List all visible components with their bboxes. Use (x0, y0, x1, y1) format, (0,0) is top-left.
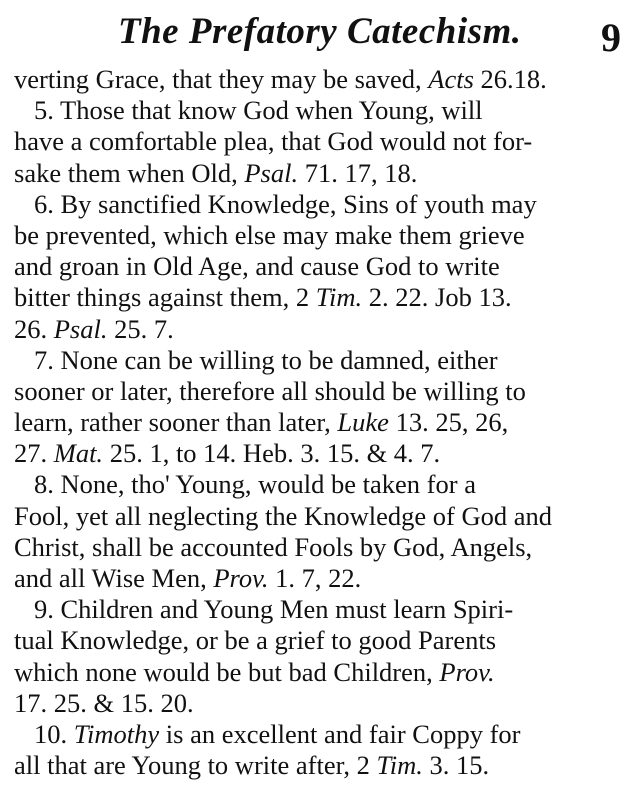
line-text: be prevented, which else may make them grieve (14, 219, 525, 250)
italic-reference: Acts (428, 64, 474, 94)
line-text: tual Knowledge, or be a grief to good Parents (14, 625, 497, 656)
line-text: and groan in Old Age, and cause God to write (14, 251, 500, 282)
line-tail: is an excellent and fair Coppy for (159, 718, 521, 749)
line-text: Christ, shall be accounted Fools by God, Angels, (14, 531, 533, 562)
line-text: 6. By sanctified Knowledge, Sins of youth may (34, 188, 537, 219)
line-text: 27. (14, 438, 54, 469)
text-line (14, 469, 626, 500)
line-tail: 26.18. (473, 64, 547, 94)
text-line (14, 158, 626, 189)
page-header (0, 6, 635, 68)
text-line (14, 750, 626, 781)
line-tail: 3. 15. (422, 750, 490, 781)
italic-reference: Psal. (244, 157, 299, 188)
line-text: have a comfortable plea, that God would not for- (14, 126, 533, 157)
text-line (14, 126, 626, 157)
line-text: 8. None, tho' Young, would be taken for a (34, 469, 476, 500)
text-line (14, 314, 626, 345)
text-line (14, 719, 626, 750)
line-text: 9. Children and Young Men must learn Spiri- (34, 594, 514, 625)
text-line (14, 376, 626, 407)
text-line (14, 625, 626, 656)
text-line (14, 282, 626, 313)
line-tail: 71. 17, 18. (298, 157, 418, 188)
line-text: learn, rather sooner than later, (14, 407, 338, 438)
line-text: which none would be but bad Children, (14, 656, 440, 687)
text-line (14, 345, 626, 376)
line-text: 17. 25. & 15. 20. (14, 687, 194, 718)
line-text: bitter things against them, 2 (14, 282, 316, 313)
line-text: 5. Those that know God when Young, will (34, 95, 483, 126)
italic-reference: Timothy (73, 718, 160, 749)
page-number: 9 (601, 15, 621, 60)
text-line (14, 532, 626, 563)
text-line (14, 688, 626, 719)
text-line (14, 594, 626, 625)
line-text: and all Wise Men, (14, 563, 214, 593)
text-line (14, 563, 626, 594)
line-text: 7. None can be willing to be damned, either (34, 344, 498, 375)
italic-reference: Psal. (53, 313, 108, 344)
italic-reference: Prov. (213, 563, 269, 593)
text-line (14, 64, 626, 95)
text-line (14, 407, 626, 438)
line-tail: 25. 1, to 14. Heb. 3. 15. & 4. 7. (103, 438, 441, 469)
line-tail: 25. 7. (107, 313, 174, 344)
line-text: Fool, yet all neglecting the Knowledge of God and (14, 500, 552, 531)
text-line (14, 220, 626, 251)
italic-reference: Luke (337, 407, 389, 438)
line-tail: 2. 22. Job 13. (362, 282, 512, 313)
line-text: 26. (14, 313, 54, 344)
italic-reference: Prov. (439, 656, 495, 687)
text-line (14, 189, 626, 220)
line-text: all that are Young to write after, 2 (14, 750, 377, 781)
italic-reference: Tim. (376, 750, 423, 781)
text-line (14, 251, 626, 282)
line-tail: 13. 25, 26, (388, 407, 509, 438)
line-text: sooner or later, therefore all should be willing to (14, 375, 526, 406)
italic-reference: Mat. (53, 438, 104, 469)
italic-reference: Tim. (315, 282, 363, 313)
line-text: verting Grace, that they may be saved, (14, 64, 429, 94)
line-text: 10. (34, 718, 74, 749)
line-tail: 1. 7, 22. (268, 563, 362, 593)
text-line (14, 438, 626, 469)
line-text: sake them when Old, (14, 157, 245, 188)
text-line (14, 95, 626, 126)
body-text (14, 64, 626, 781)
running-title: The Prefatory Catechism. (118, 11, 522, 52)
text-line (14, 501, 626, 532)
text-line (14, 657, 626, 688)
